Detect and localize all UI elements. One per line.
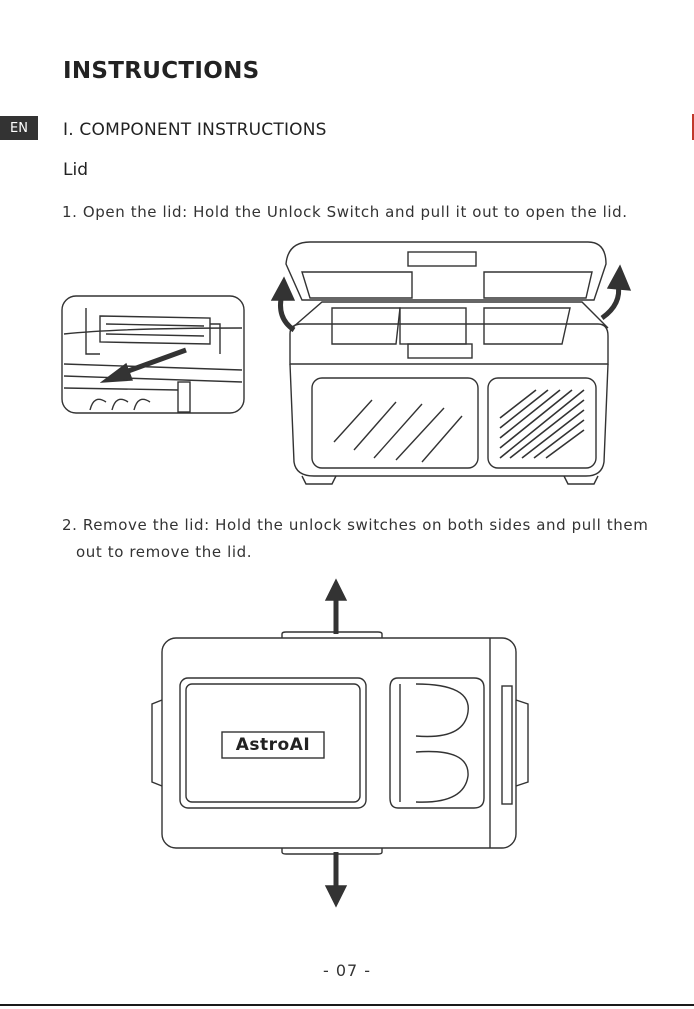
unlock-switch-detail-illustration: [60, 294, 246, 416]
page-title: INSTRUCTIONS: [63, 58, 260, 84]
bottom-rule: [0, 1004, 694, 1006]
step-2-text: [62, 512, 682, 566]
cooler-open-lid-illustration: [262, 238, 638, 490]
sub-heading: Lid: [63, 160, 88, 180]
step-1-text: 1. Open the lid: Hold the Unlock Switch and pull it out to open the lid.: [62, 203, 628, 221]
page-number: - 07 -: [322, 961, 372, 980]
section-heading: Ⅰ. COMPONENT INSTRUCTIONS: [63, 120, 327, 140]
language-tab: EN: [0, 116, 38, 140]
brand-logo: AstroAI: [235, 735, 311, 755]
step-2-line-1: 2. Remove the lid: Hold the unlock switches on both sides and pull them: [62, 516, 649, 534]
lid-top-view-illustration: [144, 576, 536, 912]
step-2-line-2: out to remove the lid.: [76, 543, 253, 561]
